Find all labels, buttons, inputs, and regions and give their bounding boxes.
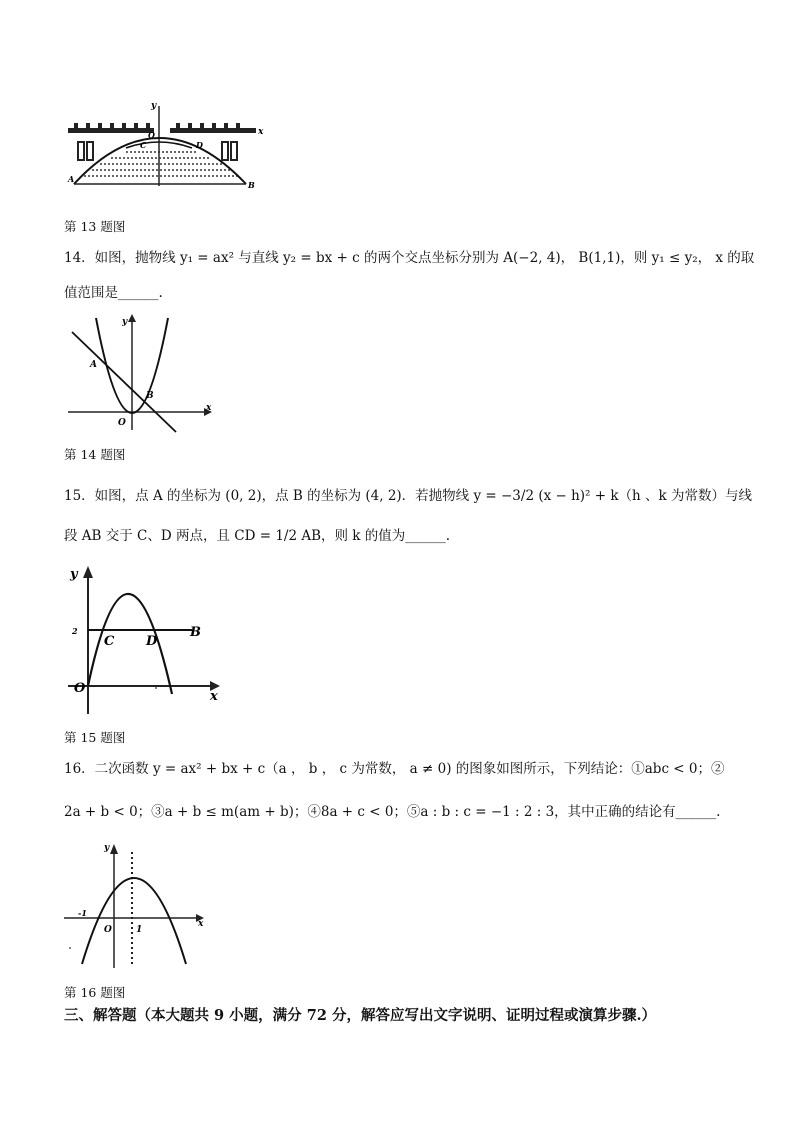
figure-13 [66,98,266,198]
fig16-label-y: y [104,843,110,853]
question-15-line-1: 15．如图，点 A 的坐标为 (0, 2)，点 B 的坐标为 (4, 2)．若抛物线 y = −3/2 (x − h)² + k（h 、k 为常数）与线 [64,488,753,504]
fig15-label-x: x [210,689,218,704]
fig13-label-O: O [148,130,155,140]
fig16-label-minus1: -1 [78,908,87,918]
fig15-label-C: C [104,634,115,649]
question-14-line-2: 值范围是______. [64,285,163,301]
figure-14-caption: 第 14 题图 [64,447,126,462]
figure-16 [60,838,210,970]
question-16-line-1: 16．二次函数 y = ax² + bx + c（a ， b ， c 为常数， a ≠ 0) 的图象如图所示，下列结论：①abc < 0；② [64,761,725,777]
fig13-label-D: D [196,140,203,150]
figure-15-caption: 第 15 题图 [64,730,126,745]
fig14-label-O: O [118,418,126,428]
figure-15 [62,562,224,716]
fig13-label-x: x [258,127,264,137]
fig15-label-O: O [74,681,86,696]
fig14-label-B: B [146,391,154,401]
figure-14 [66,312,216,434]
fig16-label-x: x [198,919,204,929]
fig14-label-y: y [122,317,128,327]
fig16-label-one: 1 [136,925,143,935]
fig15-label-tick: 2 [72,626,78,636]
fig15-label-y: y [70,567,78,582]
fig14-label-x: x [206,403,212,413]
fig13-label-A: A [68,174,75,184]
figure-13-caption: 第 13 题图 [64,219,126,234]
fig16-label-O: O [104,925,112,935]
fig15-label-B: B [190,625,201,640]
fig13-label-C: C [140,140,147,150]
question-14-line-1: 14．如图，抛物线 y₁ = ax² 与直线 y₂ = bx + c 的两个交点坐标分别为 A(−2, 4)， B(1,1)，则 y₁ ≤ y₂， x 的取 [64,250,755,266]
fig15-label-D: D [146,634,158,649]
figure-16-caption: 第 16 题图 [64,985,126,1000]
fig13-label-B: B [248,180,255,190]
section-3-heading: 三、解答题（本大题共 9 小题，满分 72 分，解答应写出文字说明、证明过程或演算步骤.） [64,1007,657,1024]
question-16-line-2: 2a + b < 0；③a + b ≤ m(am + b)；④8a + c < 0；⑤a : b : c = −1 : 2 : 3，其中正确的结论有______. [64,804,721,820]
fig13-label-y: y [151,101,157,111]
question-15-line-2: 段 AB 交于 C、D 两点，且 CD = 1/2 AB，则 k 的值为______. [64,528,451,544]
fig14-label-A: A [90,360,97,370]
